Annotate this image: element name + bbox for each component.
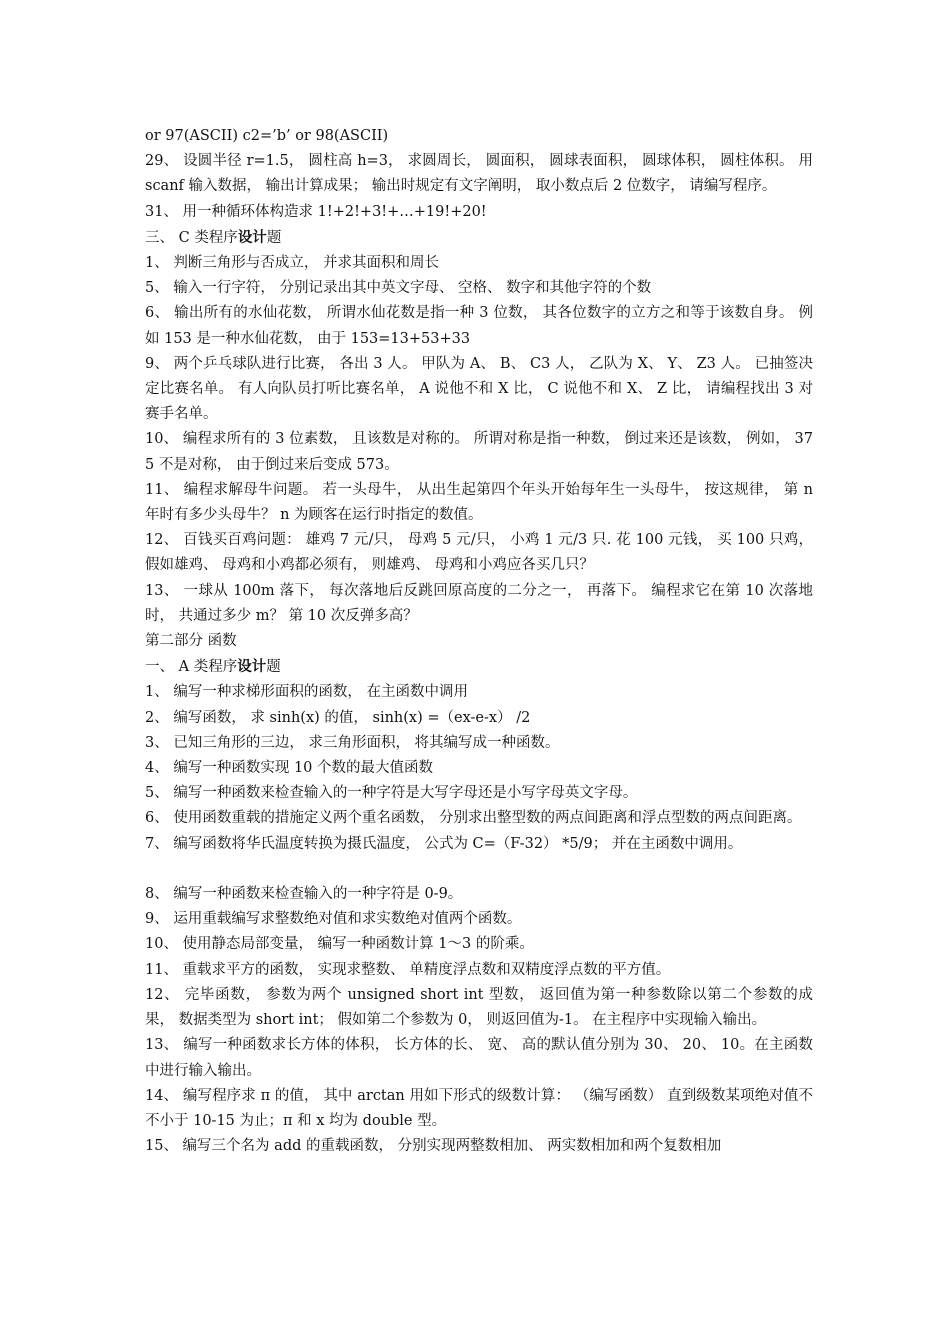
paragraph-a-question-15: 15、 编写三个名为 add 的重载函数， 分别实现两整数相加、 两实数相加和两个复数相加 xyxy=(145,1138,722,1155)
paragraph-a-question-8: 8、 编写一种函数来检查输入的一种字符是 0-9。 xyxy=(145,886,463,903)
paragraph-a-question-11: 11、 重载求平方的函数， 实现求整数、 单精度浮点数和双精度浮点数的平方值。 xyxy=(145,961,671,978)
paragraph-c-question-13: 13、 一球从 100m 落下， 每次落地后反跳回原高度的二分之一， 再落下。 编程求它在第 10 次落地时， 共通过多少 m？ 第 10 次反弹多高？ xyxy=(145,582,813,624)
paragraph-a-question-10: 10、 使用静态局部变量， 编写一种函数计算 1～3 的阶乘。 xyxy=(145,936,534,953)
paragraph-ascii-line: or 97(ASCII) c2=’b’ or 98(ASCII) xyxy=(145,128,389,144)
paragraph-a-question-1: 1、 编写一种求梯形面积的函数， 在主函数中调用 xyxy=(145,684,468,701)
paragraph-c-question-5: 5、 输入一行字符， 分别记录出其中英文字母、 空格、 数字和其他字符的个数 xyxy=(145,280,652,297)
paragraph-c-question-6: 6、 输出所有的水仙花数， 所谓水仙花数是指一种 3 位数， 其各位数字的立方之和等于该数自身。 例如 153 是一种水仙花数， 由于 153=13+53+33 xyxy=(145,305,813,347)
bold-word: 设计 xyxy=(237,228,267,246)
paragraph-a-question-9: 9、 运用重载编写求整数绝对值和求实数绝对值两个函数。 xyxy=(145,911,522,928)
section-heading-a-class: 一、 A 类程序设计题 xyxy=(145,658,281,676)
paragraph-c-question-10: 10、 编程求所有的 3 位素数， 且该数是对称的。 所谓对称是指一种数， 倒过来还是该数， 例如， 375 不是对称， 由于倒过来后变成 573。 xyxy=(145,431,813,473)
blank-line xyxy=(145,857,813,882)
paragraph-c-question-12: 12、 百钱买百鸡问题： 雄鸡 7 元/只， 母鸡 5 元/只， 小鸡 1 元/3 只. 花 100 元钱， 买 100 只鸡， 假如雄鸡、 母鸡和小鸡都必须有， 则雄鸡、 母鸡和小鸡应各买几只？ xyxy=(145,532,813,574)
paragraph-question-31: 31、 用一种循环体构造求 1!+2!+3!+…+19!+20! xyxy=(145,203,487,220)
paragraph-a-question-14: 14、 编写程序求 π 的值， 其中 arctan 用如下形式的级数计算： （编写函数） 直到级数某项绝对值不不小于 10-15 为止；π 和 x 均为 double 型。 xyxy=(145,1087,813,1129)
bold-word: 设计 xyxy=(237,658,267,676)
part-two-heading: 第二部分 函数 xyxy=(145,633,237,650)
section-heading-c-class: 三、 C 类程序设计题 xyxy=(145,228,282,246)
paragraph-c-question-11: 11、 编程求解母牛问题。 若一头母牛， 从出生起第四个年头开始每年生一头母牛， 按这规律， 第 n 年时有多少头母牛？ n 为顾客在运行时指定的数值。 xyxy=(145,481,813,524)
paragraph-c-question-1: 1、 判断三角形与否成立， 并求其面积和周长 xyxy=(145,255,439,272)
document-body xyxy=(145,124,813,1159)
paragraph-a-question-6: 6、 使用函数重载的措施定义两个重名函数， 分别求出整型数的两点间距离和浮点型数的两点间距离。 xyxy=(145,810,802,827)
paragraph-question-29: 29、 设圆半径 r=1.5， 圆柱高 h=3， 求圆周长， 圆面积， 圆球表面积， 圆球体积， 圆柱体积。 用 scanf 输入数据， 输出计算成果； 输出时规定有文字阐明， 取小数点后 2 位数字， 请编写程序。 xyxy=(145,153,813,195)
paragraph-c-question-9: 9、 两个乒乓球队进行比赛， 各出 3 人。 甲队为 A、 B、 C3 人， 乙队为 X、 Y、 Z3 人。 已抽签决定比赛名单。 有人向队员打听比赛名单， A 说他不和 X 比， C 说他不和 X、 Z 比， 请编程找出 3 对赛手名单。 xyxy=(145,355,813,423)
paragraph-a-question-7: 7、 编写函数将华氏温度转换为摄氏温度， 公式为 C=（F-32） *5/9； 并在主函数中调用。 xyxy=(145,835,743,852)
paragraph-a-question-5: 5、 编写一种函数来检查输入的一种字符是大写字母还是小写字母英文字母。 xyxy=(145,785,638,802)
paragraph-a-question-3: 3、 已知三角形的三边， 求三角形面积， 将其编写成一种函数。 xyxy=(145,734,560,751)
paragraph-a-question-13: 13、 编写一种函数求长方体的体积， 长方体的长、 宽、 高的默认值分别为 30、 20、 10。在主函数中进行输入输出。 xyxy=(145,1037,813,1079)
paragraph-a-question-2: 2、 编写函数， 求 sinh(x) 的值， sinh(x) =（ex-e-x） /2 xyxy=(145,709,531,726)
paragraph-a-question-4: 4、 编写一种函数实现 10 个数的最大值函数 xyxy=(145,760,434,777)
paragraph-a-question-12: 12、 完毕函数， 参数为两个 unsigned short int 型数， 返回值为第一种参数除以第二个参数的成果， 数据类型为 short int； 假如第二个参数为 0， 则返回值为-1。 在主程序中实现输入输出。 xyxy=(145,986,813,1029)
